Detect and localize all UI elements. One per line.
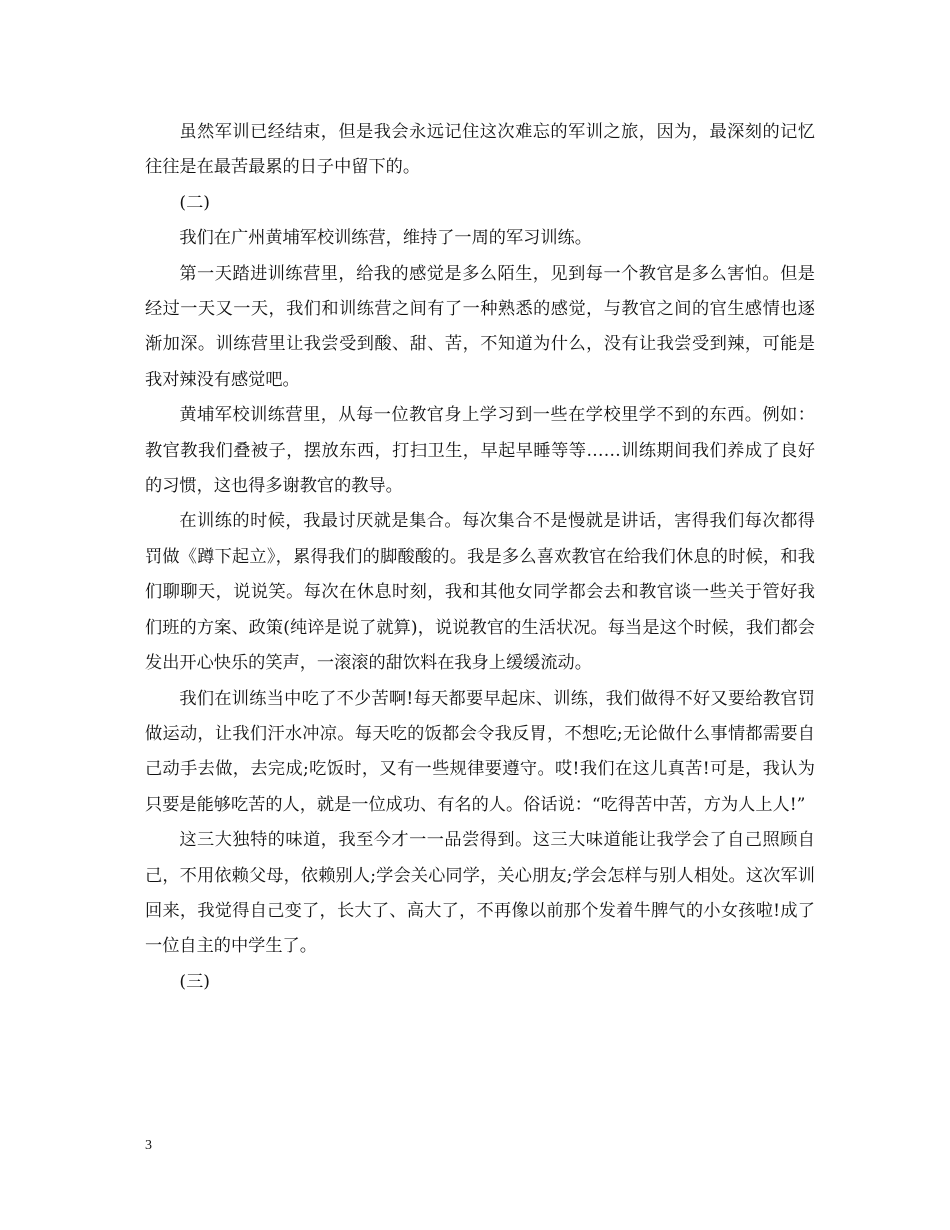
paragraph: 这三大独特的味道，我至今才一一品尝得到。这三大味道能让我学会了自己照顾自己，不用依赖父母，依赖别人;学会关心同学，关心朋友;学会怎样与别人相处。这次军训回来，我觉得自己变了，长大了、高大了，不再像以前那个发着牛脾气的小女孩啦!成了一位自主的中学生了。 <box>145 830 815 957</box>
paragraph: 黄埔军校训练营里，从每一位教官身上学习到一些在学校里学不到的东西。例如：教官教我们叠被子，摆放东西，打扫卫生，早起早睡等等……训练期间我们养成了良好的习惯，这也得多谢教官的教导。 <box>145 405 815 497</box>
paragraph: 虽然军训已经结束，但是我会永远记住这次难忘的军训之旅，因为，最深刻的记忆往往是在最苦最累的日子中留下的。 <box>145 122 815 178</box>
paragraph: 在训练的时候，我最讨厌就是集合。每次集合不是慢就是讲话，害得我们每次都得罚做《蹲下起立》，累得我们的脚酸酸的。我是多么喜欢教官在给我们休息的时候，和我们聊聊天，说说笑。每次在休息时刻，我和其他女同学都会去和教官谈一些关于管好我们班的方案、政策(纯谇是说了就算)，说说教官的生活状况。每当是这个时候，我们都会发出开心快乐的笑声，一滚滚的甜饮料在我身上缓缓流动。 <box>145 511 815 674</box>
section-heading: (二) <box>179 192 210 213</box>
section-heading: (三) <box>179 971 210 992</box>
paragraph: 我们在训练当中吃了不少苦啊!每天都要早起床、训练，我们做得不好又要给教官罚做运动，让我们汗水冲凉。每天吃的饭都会令我反胃，不想吃;无论做什么事情都需要自己动手去做，去完成;吃饭时，又有一些规律要遵守。哎!我们在这儿真苦!可是，我认为只要是能够吃苦的人，就是一位成功、有名的人。俗话说：“吃得苦中苦，方为人上人!” <box>145 688 815 815</box>
page-number: 3 <box>145 1138 152 1153</box>
paragraph: 第一天踏进训练营里，给我的感觉是多么陌生，见到每一个教官是多么害怕。但是经过一天又一天，我们和训练营之间有了一种熟悉的感觉，与教官之间的官生感情也逐渐加深。训练营里让我尝受到酸、甜、苦，不知道为什么，没有让我尝受到辣，可能是我对辣没有感觉吧。 <box>145 263 815 390</box>
paragraph: 我们在广州黄埔军校训练营，维持了一周的军习训练。 <box>179 228 592 249</box>
document-body <box>145 115 815 1000</box>
